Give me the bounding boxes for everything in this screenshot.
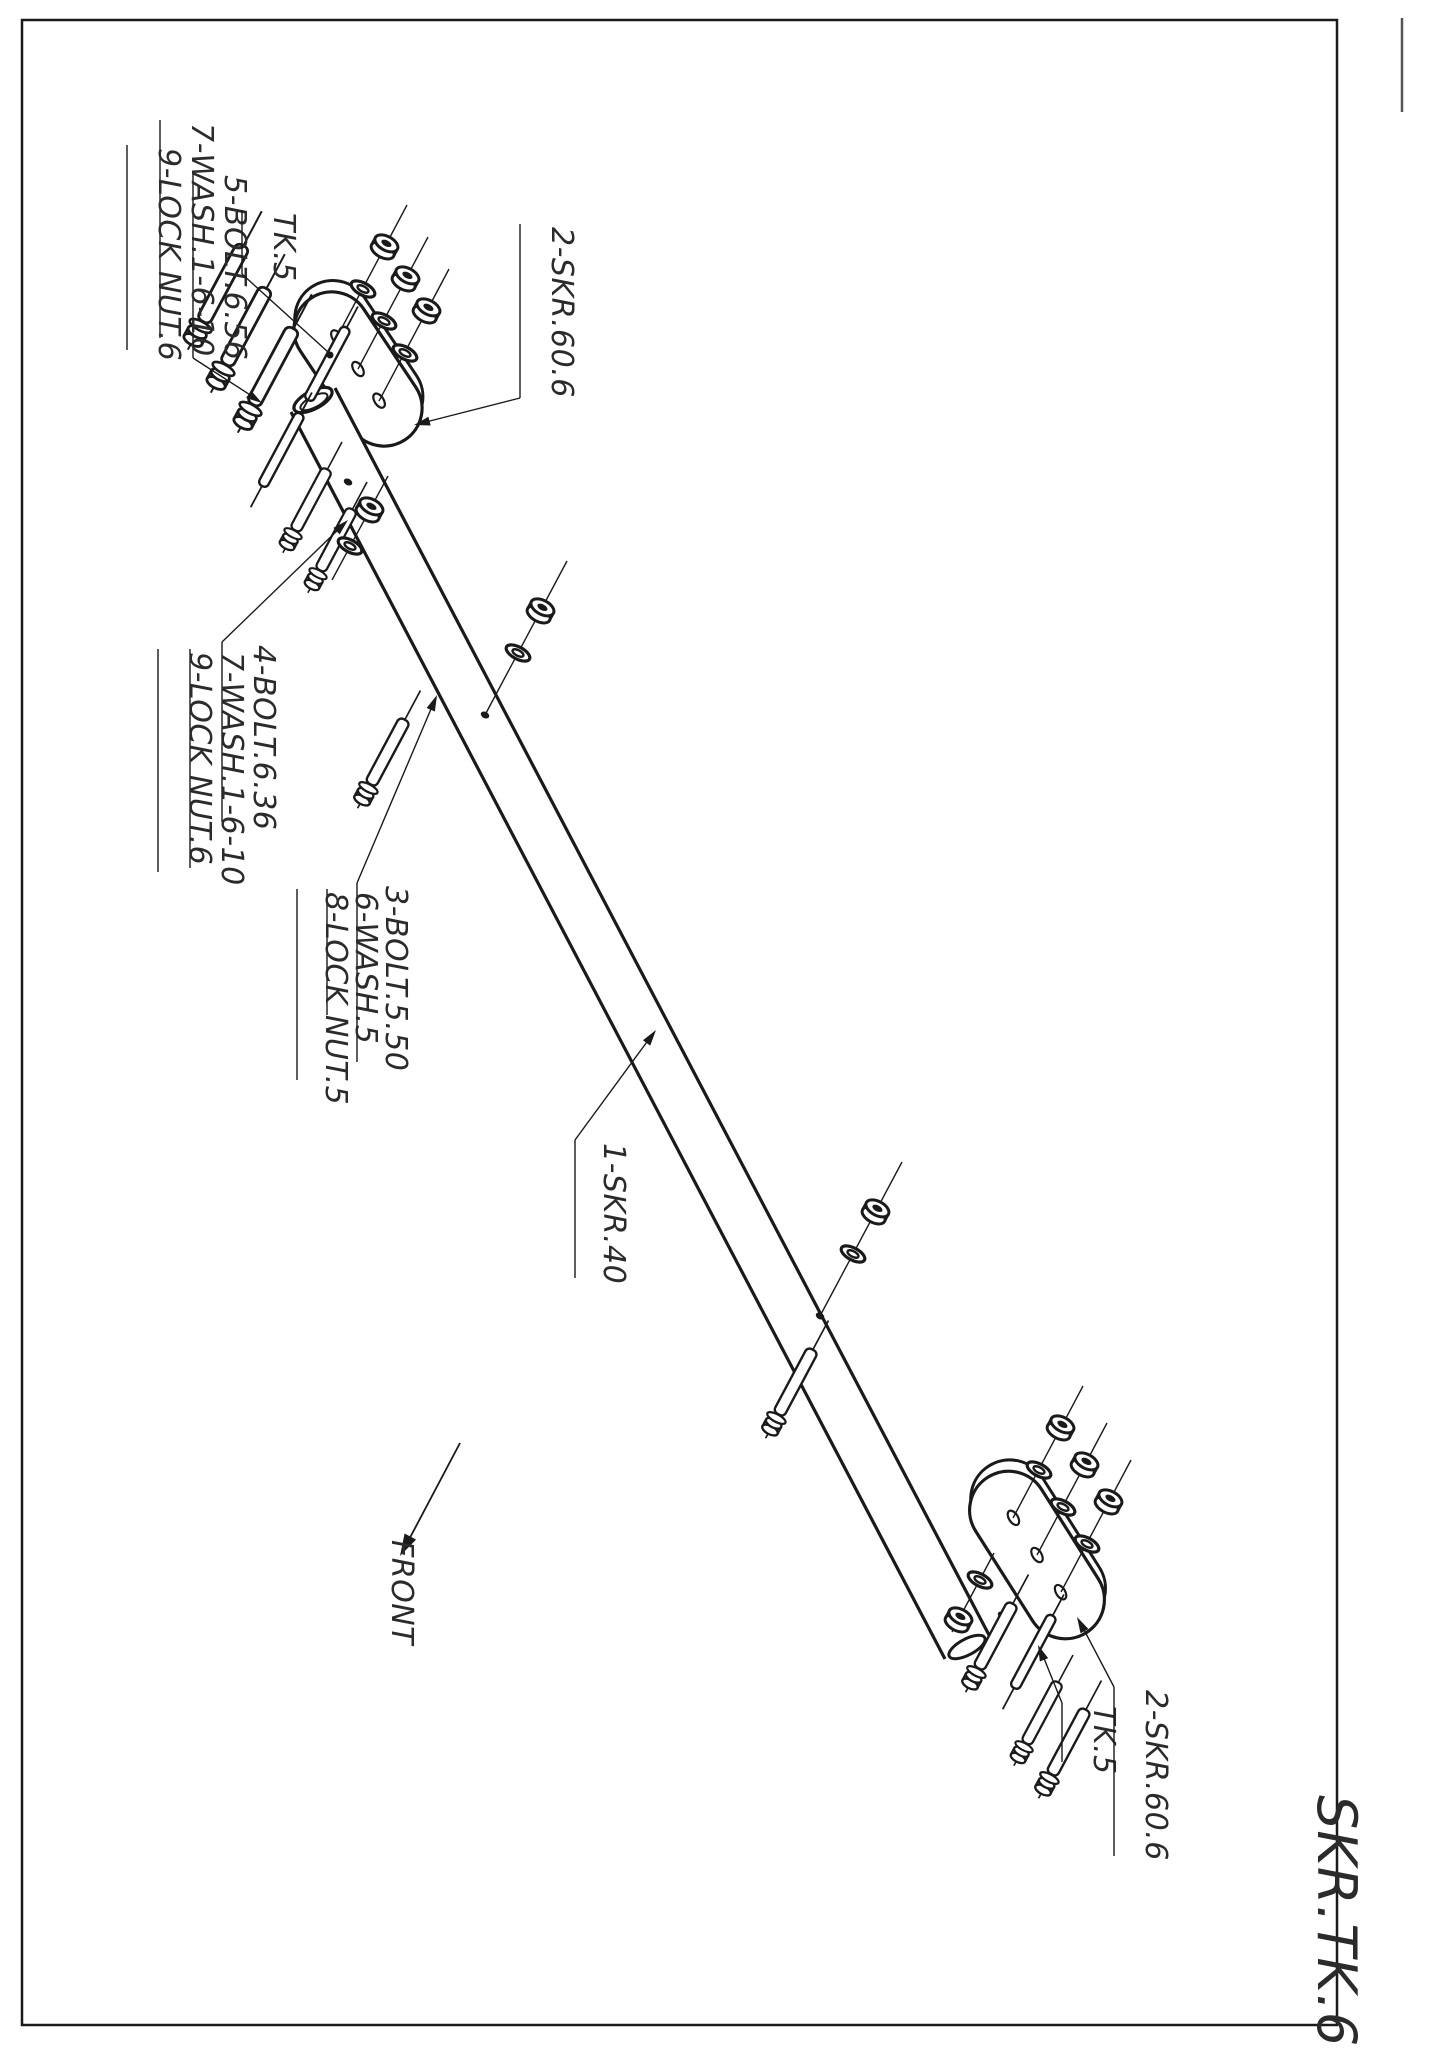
lock-nut bbox=[1092, 1486, 1124, 1517]
washer bbox=[504, 642, 533, 665]
fastener-axis-line bbox=[820, 1162, 902, 1316]
callout-block-c bbox=[297, 693, 441, 1105]
front-direction bbox=[384, 1443, 460, 1647]
tube-edge bbox=[335, 388, 989, 1635]
lock-nut bbox=[410, 295, 442, 326]
front-arrow-line bbox=[404, 1443, 460, 1549]
leader-line bbox=[418, 398, 520, 424]
callout-spacer-top-label: TK.5 bbox=[266, 213, 301, 282]
lock-nut bbox=[1044, 1412, 1076, 1443]
callout-bracket-top bbox=[413, 224, 579, 429]
callout-washer-qty7: 7-WASH.1-6-10 bbox=[184, 123, 219, 357]
callout-bracket-bottom-label: 2-SKR.60.6 bbox=[1138, 1690, 1173, 1861]
bolt bbox=[349, 686, 430, 813]
callout-washer-qty7b: 7-WASH.1-6-10 bbox=[214, 652, 249, 886]
callout-spacer-bottom-label: TK.5 bbox=[1086, 1706, 1121, 1775]
leader-dot bbox=[327, 352, 334, 359]
callout-bolt-qty5: 5-BOLT.6.56 bbox=[217, 175, 252, 361]
washer bbox=[966, 1569, 995, 1592]
callout-block-a bbox=[127, 120, 264, 407]
callout-bolt-qty3: 3-BOLT.5.50 bbox=[378, 886, 413, 1072]
callout-tube-label: 1-SKR.40 bbox=[596, 1143, 631, 1285]
drawing-title: SKR.TK.6 bbox=[1305, 1795, 1368, 2048]
callout-washer-qty6: 6-WASH.5 bbox=[348, 892, 383, 1045]
lock-nut bbox=[368, 231, 400, 262]
lock-nut bbox=[859, 1196, 891, 1227]
callout-locknut-qty8: 8-LOCK NUT.5 bbox=[318, 892, 353, 1106]
callout-bracket-top-label: 2-SKR.60.6 bbox=[544, 227, 579, 398]
leader-line bbox=[1081, 1624, 1114, 1687]
lock-nut bbox=[389, 263, 421, 294]
front-label: FRONT bbox=[384, 1540, 419, 1645]
callout-bolt-qty4: 4-BOLT.6.36 bbox=[246, 645, 281, 831]
callout-locknut-qty9: 9-LOCK NUT.6 bbox=[151, 148, 186, 362]
lock-nut bbox=[1068, 1449, 1100, 1480]
fastener-axis-line bbox=[485, 561, 567, 715]
callout-locknut-qty9b: 9-LOCK NUT.6 bbox=[182, 652, 217, 866]
lock-nut bbox=[524, 595, 556, 626]
leader-line bbox=[575, 1035, 652, 1140]
washer bbox=[839, 1243, 868, 1266]
